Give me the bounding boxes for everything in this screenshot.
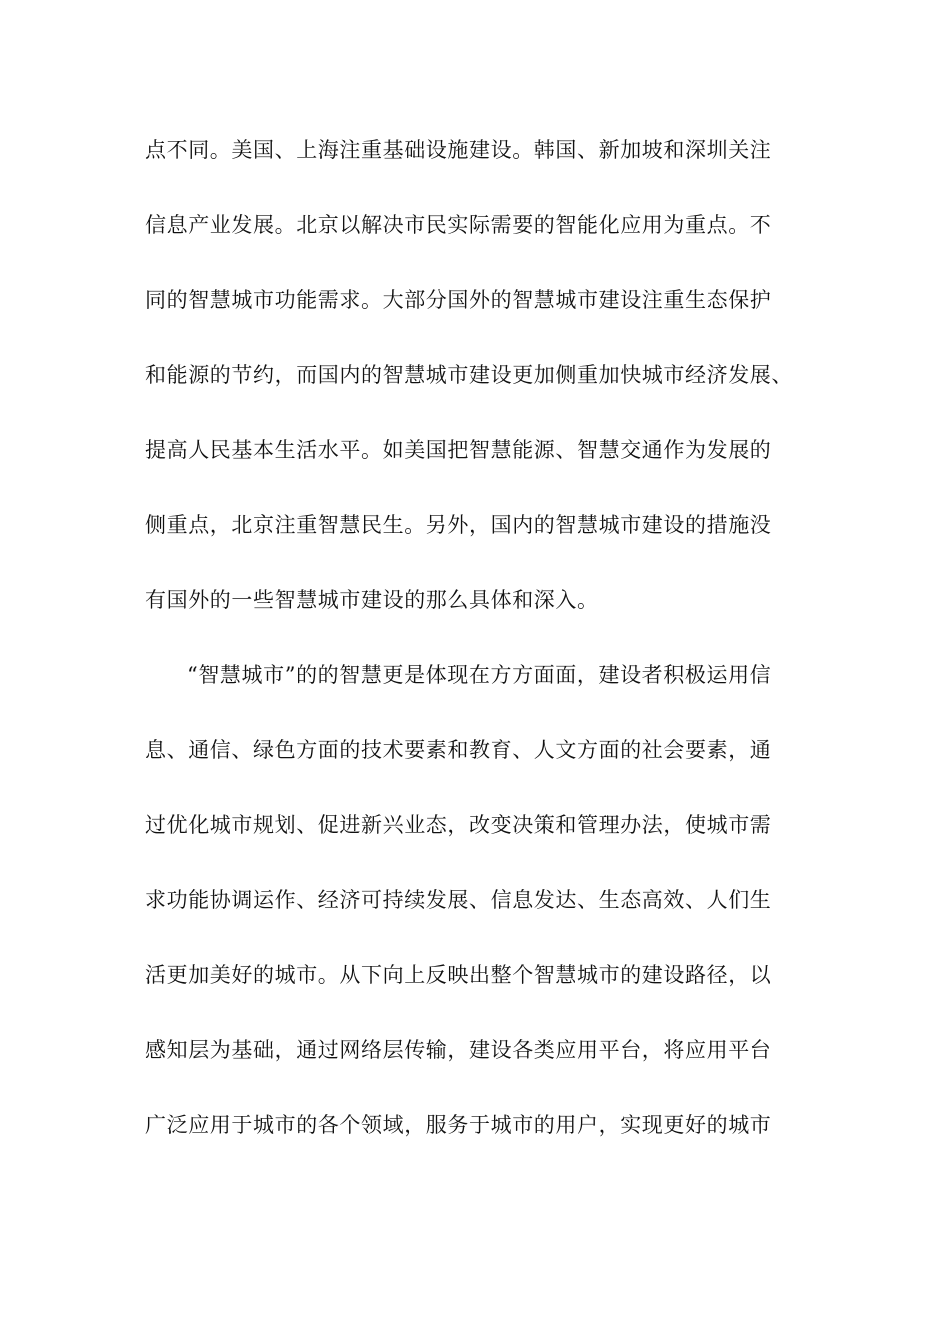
text-line: 感知层为基础，通过网络层传输，建设各类应用平台，将应用平台 xyxy=(145,1038,772,1062)
text-line: 活更加美好的城市。从下向上反映出整个智慧城市的建设路径，以 xyxy=(145,963,772,987)
text-line: 息、通信、绿色方面的技术要素和教育、人文方面的社会要素，通 xyxy=(145,738,772,762)
text-line: 求功能协调运作、经济可持续发展、信息发达、生态高效、人们生 xyxy=(145,888,772,912)
text-line: 广泛应用于城市的各个领域，服务于城市的用户，实现更好的城市 xyxy=(145,1113,772,1137)
text-line: 有国外的一些智慧城市建设的那么具体和深入。 xyxy=(145,588,599,612)
text-line: 点不同。美国、上海注重基础设施建设。韩国、新加坡和深圳关注 xyxy=(145,138,772,162)
text-line: 信息产业发展。北京以解决市民实际需要的智能化应用为重点。不 xyxy=(145,213,772,237)
paragraph-first-line: “智慧城市”的的智慧更是体现在方方面面，建设者积极运用信 xyxy=(187,663,772,687)
text-line: 提高人民基本生活水平。如美国把智慧能源、智慧交通作为发展的 xyxy=(145,438,772,462)
text-line: 过优化城市规划、促进新兴业态，改变决策和管理办法，使城市需 xyxy=(145,813,772,837)
text-line: 和能源的节约，而国内的智慧城市建设更加侧重加快城市经济发展、 xyxy=(145,363,793,387)
text-line: 侧重点，北京注重智慧民生。另外，国内的智慧城市建设的措施没 xyxy=(145,513,772,537)
text-line: 同的智慧城市功能需求。大部分国外的智慧城市建设注重生态保护 xyxy=(145,288,772,312)
